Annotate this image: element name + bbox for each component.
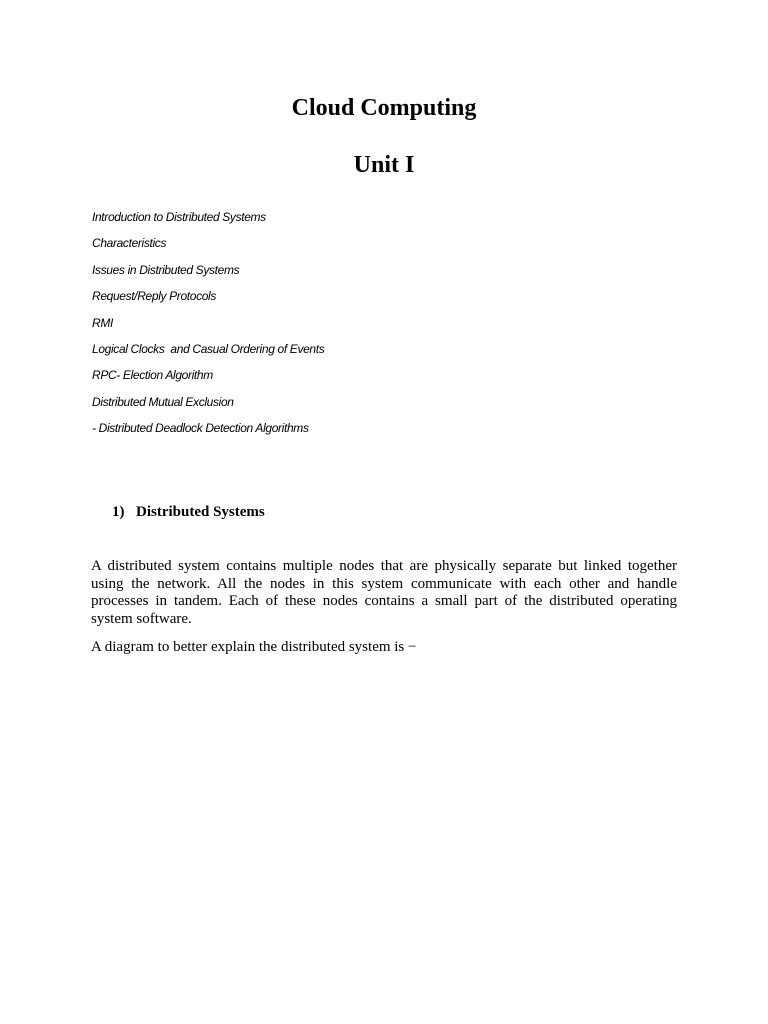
topic-item: Request/Reply Protocols bbox=[92, 289, 217, 304]
topic-item: RMI bbox=[92, 315, 113, 330]
topic-item: Characteristics bbox=[92, 236, 167, 251]
body-paragraph: A distributed system contains multiple nodes that are physically separate but linked together using the network. All the nodes in this system communicate with each other and handle processes in tandem. Each of these nodes contains a small part of the distributed operating system software. bbox=[91, 558, 677, 627]
topic-item: Issues in Distributed Systems bbox=[92, 262, 240, 277]
topic-item: Introduction to Distributed Systems bbox=[92, 210, 266, 224]
document-title: Cloud Computing bbox=[291, 95, 477, 121]
topic-item: - Distributed Deadlock Detection Algorithms bbox=[92, 421, 309, 436]
unit-title: Unit I bbox=[353, 152, 415, 178]
topic-item: Logical Clocks and Casual Ordering of Events bbox=[92, 341, 325, 356]
section-number: 1) bbox=[112, 504, 125, 520]
topic-list bbox=[92, 207, 692, 445]
section-heading-text: Distributed Systems bbox=[136, 504, 265, 520]
section-heading bbox=[112, 503, 265, 521]
body-paragraph: A diagram to better explain the distributed system is − bbox=[91, 639, 417, 655]
topic-item: RPC- Election Algorithm bbox=[92, 368, 213, 383]
topic-item: Distributed Mutual Exclusion bbox=[92, 394, 234, 409]
